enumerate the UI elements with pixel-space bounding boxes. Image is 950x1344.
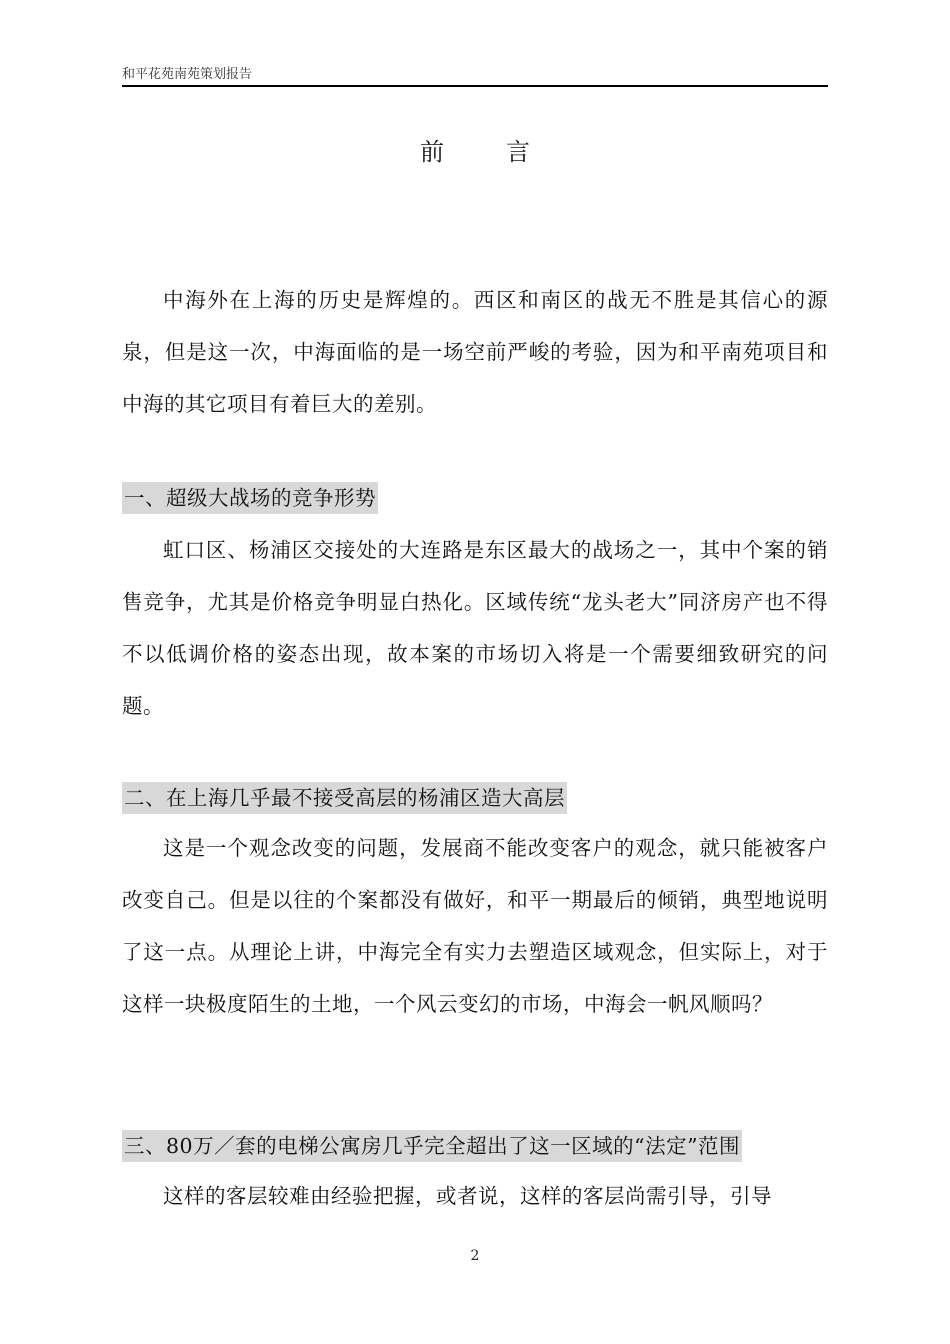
section-1-body: 虹口区、杨浦区交接处的大连路是东区最大的战场之一，其中个案的销售竞争，尤其是价格竞争明显白热化。区域传统“龙头老大”同济房产也不得不以低调价格的姿态出现，故本案的市场切入将是一个需要细致研究的问题。 bbox=[122, 538, 828, 718]
page-number: 2 bbox=[470, 1248, 480, 1264]
header-rule bbox=[122, 85, 828, 87]
section-1-heading: 一、超级大战场的竞争形势 bbox=[122, 482, 378, 514]
page-title: 前言 bbox=[420, 138, 592, 166]
intro-paragraph: 中海外在上海的历史是辉煌的。西区和南区的战无不胜是其信心的源泉，但是这一次，中海面临的是一场空前严峻的考验，因为和平南苑项目和中海的其它项目有着巨大的差别。 bbox=[122, 288, 828, 416]
section-3-heading: 三、80万／套的电梯公寓房几乎完全超出了这一区域的“法定”范围 bbox=[122, 1130, 742, 1162]
section-3-body: 这样的客层较难由经验把握，或者说，这样的客层尚需引导，引导 bbox=[163, 1184, 772, 1208]
running-header: 和平花苑南苑策划报告 bbox=[122, 67, 253, 82]
section-2-heading: 二、在上海几乎最不接受高层的杨浦区造大高层 bbox=[122, 782, 567, 814]
section-2-body: 这是一个观念改变的问题，发展商不能改变客户的观念，就只能被客户改变自己。但是以往的个案都没有做好，和平一期最后的倾销，典型地说明了这一点。从理论上讲，中海完全有实力去塑造区域观念，但实际上，对于这样一块极度陌生的土地，一个风云变幻的市场，中海会一帆风顺吗？ bbox=[122, 836, 828, 1016]
